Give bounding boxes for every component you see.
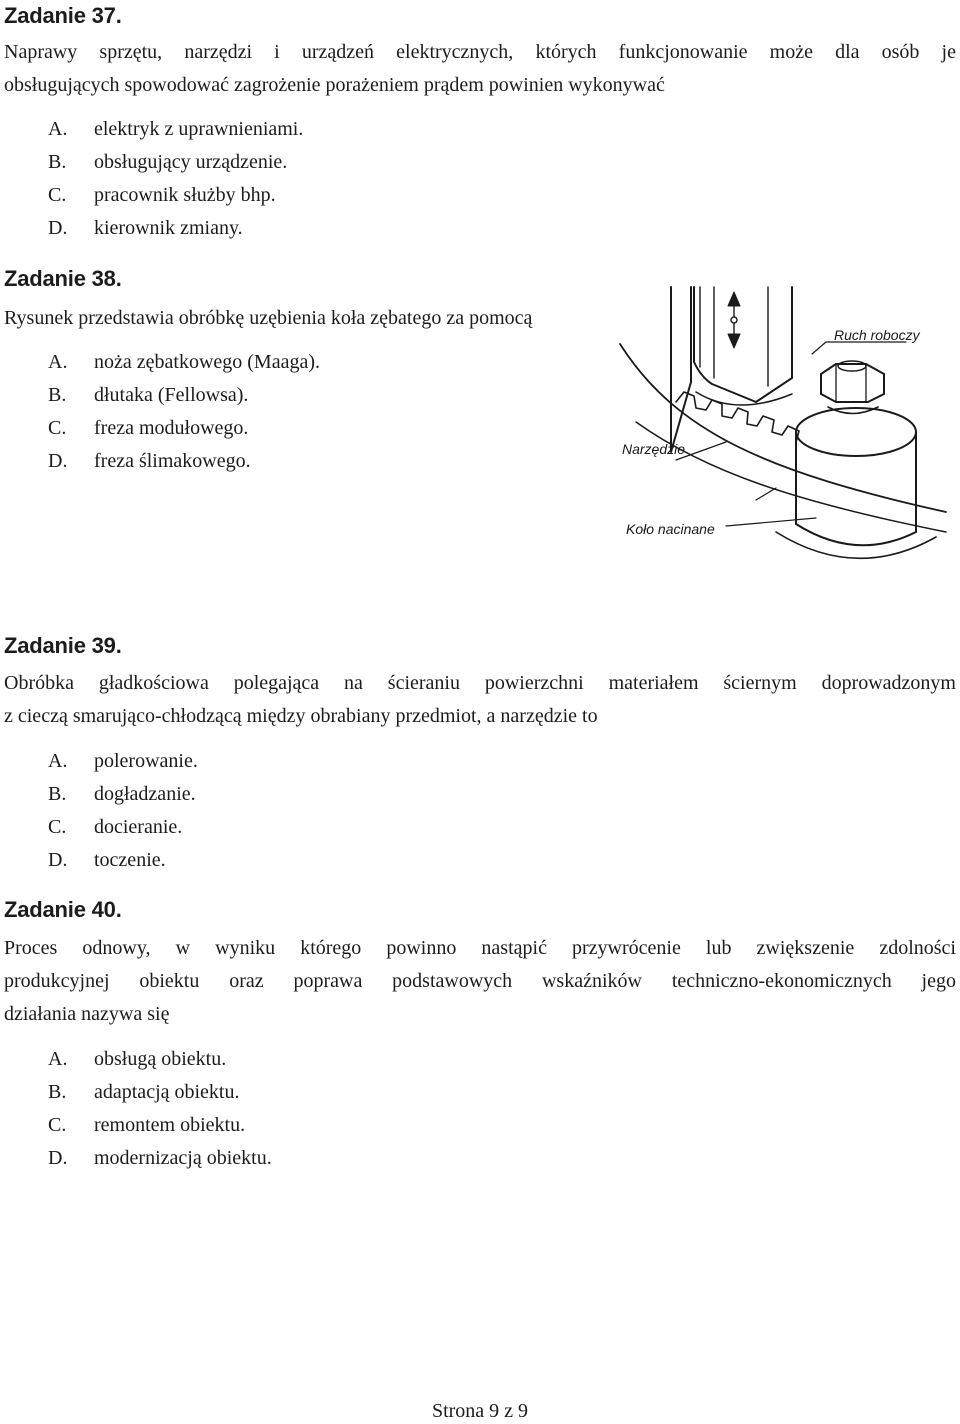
option-d (48, 1142, 272, 1175)
option-text: polerowanie. (94, 750, 198, 772)
question-line: działania nazywa się (4, 1003, 170, 1025)
task-38-question (4, 302, 614, 335)
task-37-title: Zadanie 37. (4, 3, 122, 28)
option-c (48, 412, 320, 445)
option-text: docieranie. (94, 816, 183, 838)
option-letter: D. (48, 1147, 68, 1169)
task-37-question (4, 36, 956, 102)
task-39-question (4, 667, 956, 733)
option-b (48, 146, 303, 179)
option-letter: D. (48, 450, 68, 472)
option-letter: C. (48, 1114, 67, 1136)
option-c (48, 1109, 272, 1142)
option-letter: D. (48, 217, 68, 239)
option-a (48, 346, 320, 379)
option-letter: A. (48, 750, 68, 772)
option-b (48, 1076, 272, 1109)
question-line: Obróbka gładkościowa polegająca na ścieraniu powierzchni materiałem ściernym doprowadzonym (4, 672, 956, 694)
task-39-title: Zadanie 39. (4, 633, 122, 658)
label-kolo-nacinane: Koło nacinane (626, 521, 715, 537)
option-c (48, 179, 303, 212)
label-narzedzie: Narzędzie (622, 441, 686, 457)
question-line: produkcyjnej obiektu oraz poprawa podstawowych wskaźników techniczno-ekonomicznych jego (4, 970, 956, 992)
option-text: freza ślimakowego. (94, 450, 251, 472)
option-text: remontem obiektu. (94, 1114, 246, 1136)
option-letter: C. (48, 417, 67, 439)
task-40-options (48, 1043, 272, 1175)
option-text: pracownik służby bhp. (94, 184, 276, 206)
option-text: adaptacją obiektu. (94, 1081, 240, 1103)
page-footer: Strona 9 z 9 (431, 1400, 529, 1422)
option-text: dłutaka (Fellowsa). (94, 384, 249, 406)
option-letter: A. (48, 118, 68, 140)
task-38-options (48, 346, 320, 478)
question-line: z cieczą smarująco-chłodzącą między obrabiany przedmiot, a narzędzie to (4, 705, 598, 727)
option-d (48, 445, 320, 478)
task-37-options (48, 113, 303, 245)
option-letter: C. (48, 816, 67, 838)
option-letter: D. (48, 849, 68, 871)
task-40-question (4, 932, 956, 1031)
option-a (48, 1043, 272, 1076)
option-letter: B. (48, 384, 67, 406)
question-line: Naprawy sprzętu, narzędzi i urządzeń elektrycznych, których funkcjonowanie może dla osób je (4, 41, 956, 63)
option-c (48, 811, 198, 844)
option-b (48, 778, 198, 811)
option-a (48, 113, 303, 146)
option-text: elektryk z uprawnieniami. (94, 118, 304, 140)
option-letter: A. (48, 1048, 68, 1070)
option-letter: B. (48, 151, 67, 173)
option-text: freza modułowego. (94, 417, 249, 439)
option-b (48, 379, 320, 412)
option-text: noża zębatkowego (Maaga). (94, 351, 320, 373)
question-line: Proces odnowy, w wyniku którego powinno nastąpić przywrócenie lub zwiększenie zdolności (4, 937, 956, 959)
option-letter: B. (48, 1081, 67, 1103)
option-text: obsługujący urządzenie. (94, 151, 288, 173)
question-line: Rysunek przedstawia obróbkę uzębienia koła zębatego za pomocą (4, 307, 533, 329)
option-text: obsługą obiektu. (94, 1048, 227, 1070)
gear-shaping-figure (616, 282, 956, 608)
task-40-title: Zadanie 40. (4, 897, 122, 922)
option-d (48, 844, 198, 877)
task-38-title: Zadanie 38. (4, 266, 122, 291)
option-text: toczenie. (94, 849, 166, 871)
label-ruch-roboczy: Ruch roboczy (834, 327, 920, 343)
option-d (48, 212, 303, 245)
option-a (48, 745, 198, 778)
option-text: dogładzanie. (94, 783, 196, 805)
option-letter: C. (48, 184, 67, 206)
option-text: modernizacją obiektu. (94, 1147, 272, 1169)
option-text: kierownik zmiany. (94, 217, 243, 239)
option-letter: A. (48, 351, 68, 373)
task-39-options (48, 745, 198, 877)
question-line: obsługujących spowodować zagrożenie porażeniem prądem powinien wykonywać (4, 74, 665, 96)
option-letter: B. (48, 783, 67, 805)
